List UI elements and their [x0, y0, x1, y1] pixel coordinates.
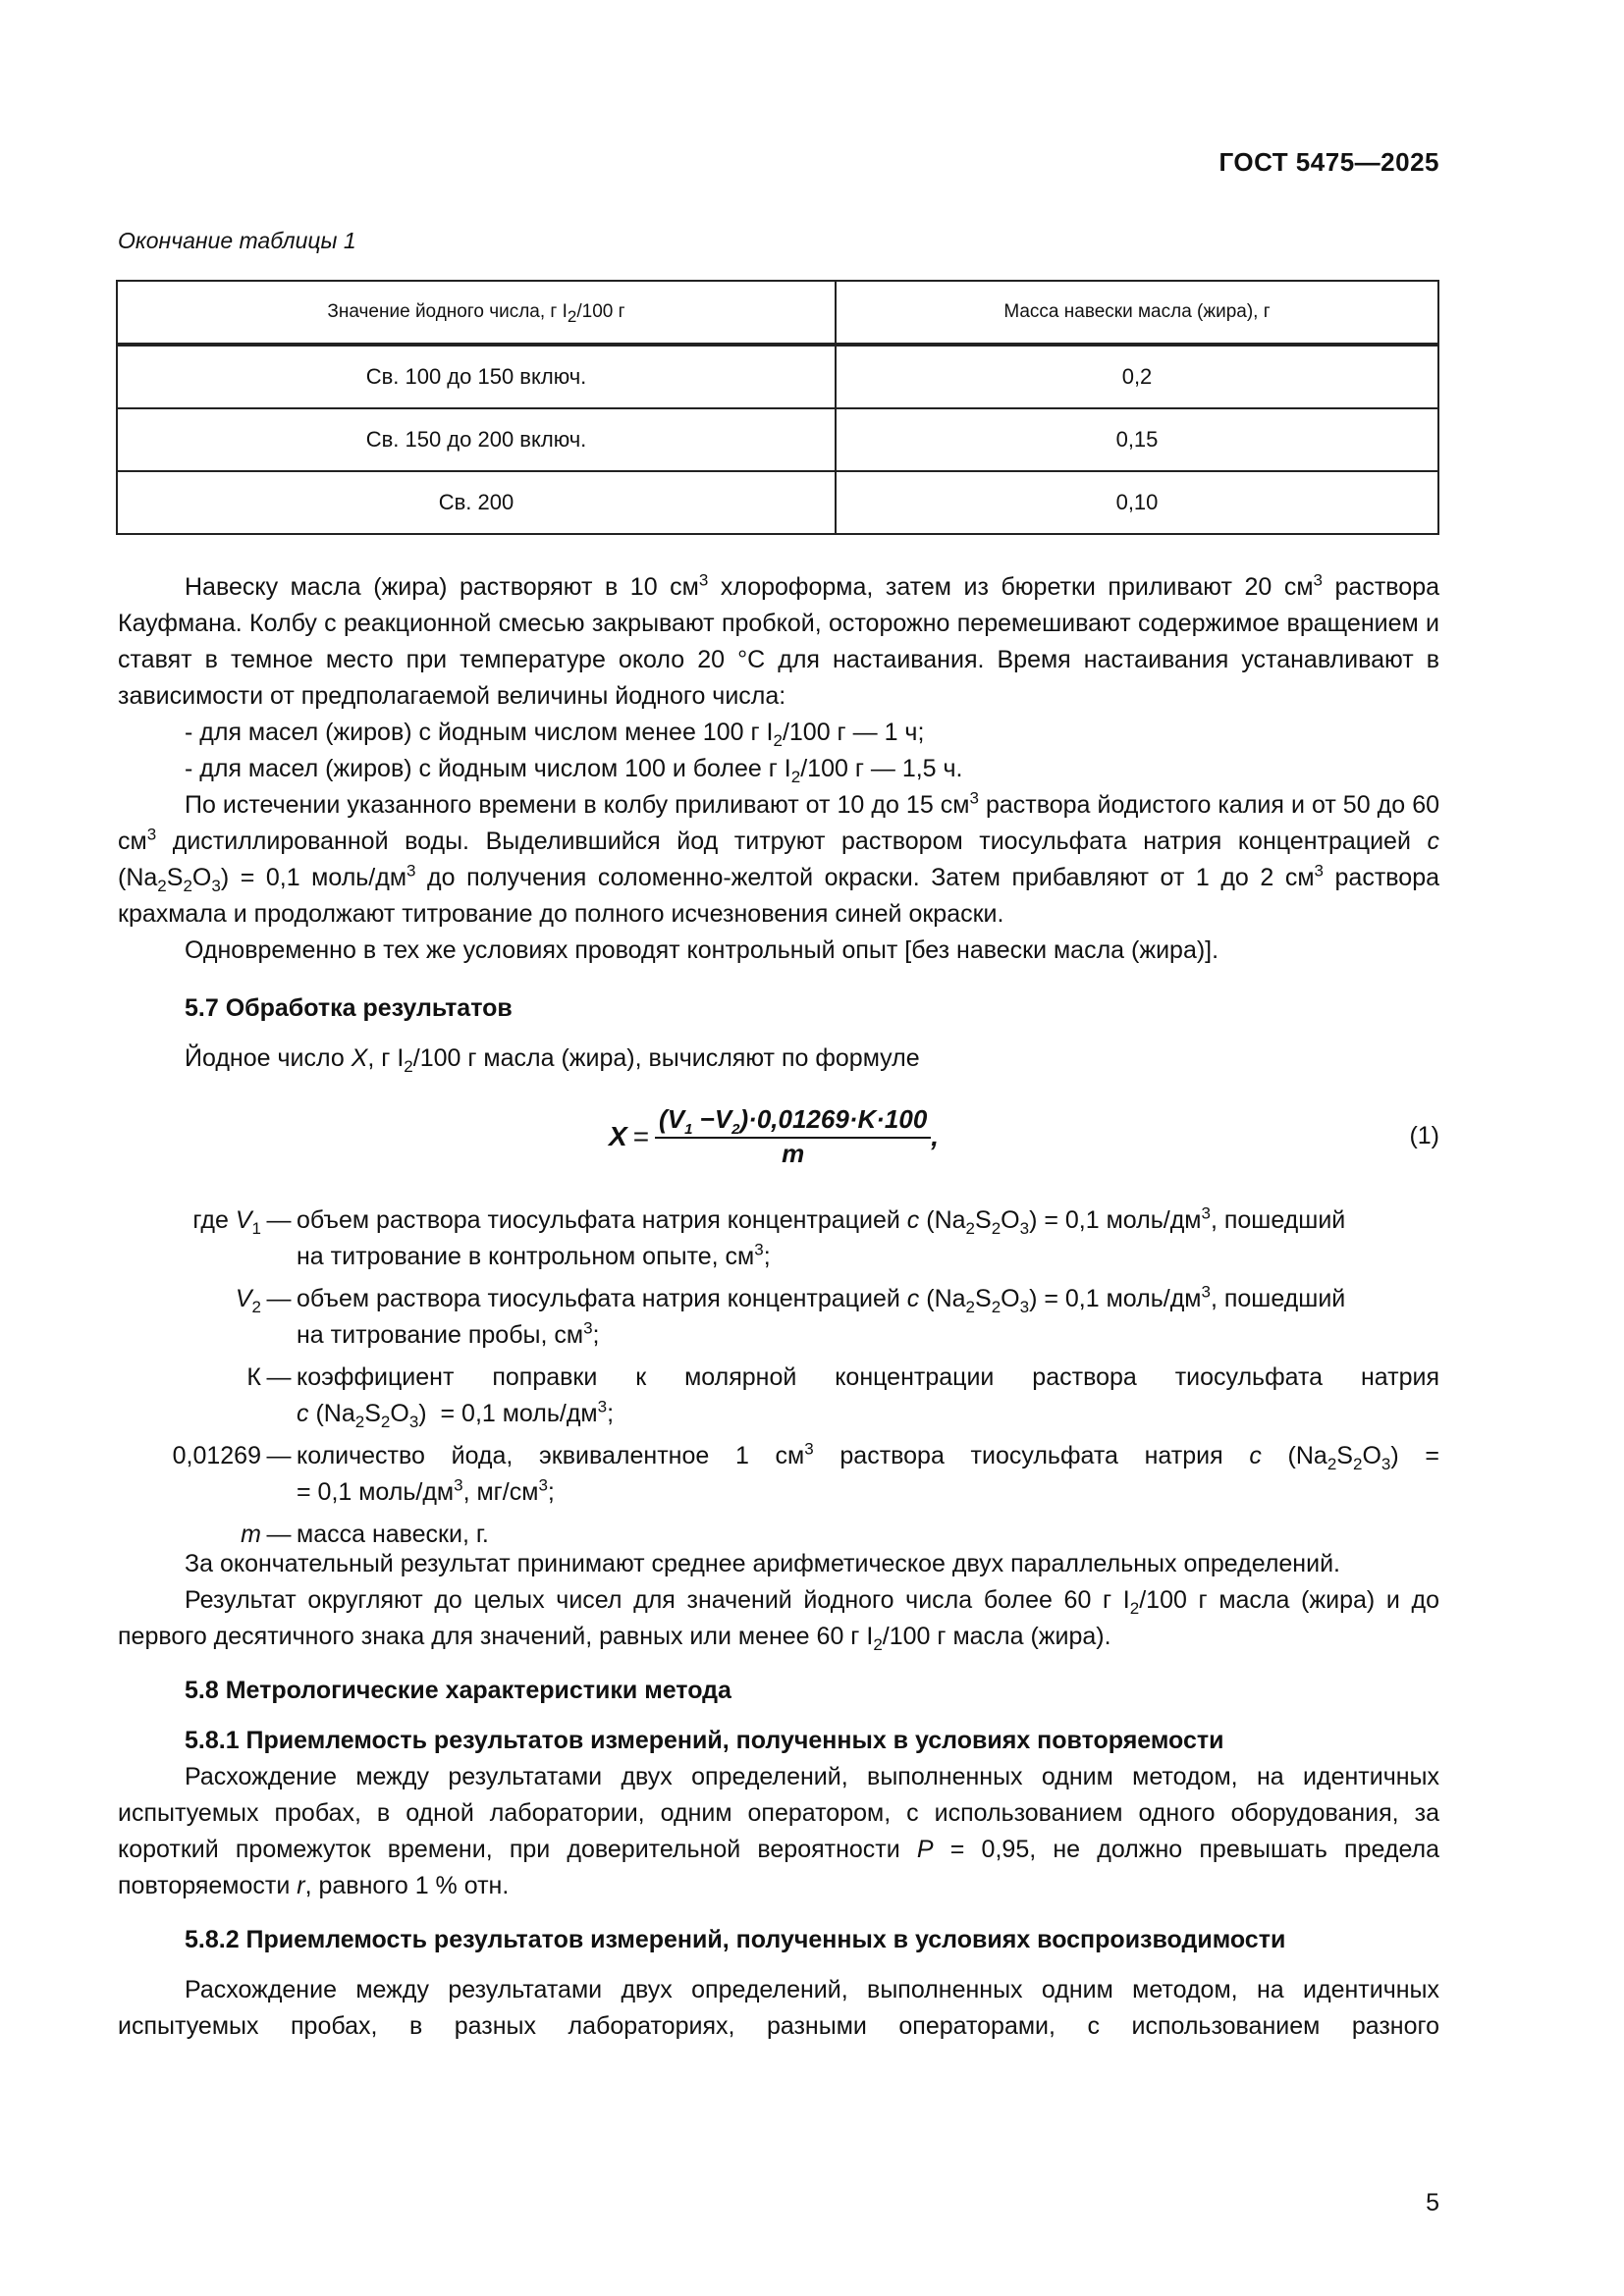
paragraph-reproducibility: Расхождение между результатами двух определений, выполненных одним методом, на идентичных испытуемых пробах, в разных лабораториях, разными операторами, с использованием разного — [118, 1976, 1439, 2040]
paragraph-rounding: Результат округляют до целых чисел для значений йодного числа более 60 г $I_2/100$ г масла (жира) и до первого десятичного знака для значений, равных или менее 60 г $I_2/100$ г масла (жира). — [118, 1586, 1439, 1654]
formula-comma: , — [931, 1121, 940, 1151]
results-text — [118, 1546, 1439, 2045]
section-5-8-2-title: 5.8.2 Приемлемость результатов измерений, полученных в условиях воспроизводимости — [185, 1926, 1286, 1953]
paragraph-sample-dissolution: Навеску масла (жира) растворяют в 10 $см^3$ хлороформа, затем из бюретки приливают 20 $см^3$ раствора Кауфмана. Колбу с реакционной смесью закрывают пробкой, осторожно перемешивают содержимое вращением и ставят в темное место при температуре около 20 °C для настаивания. Время настаивания устанавливают в зависимости от предполагаемой величины йодного числа: — [118, 570, 1439, 710]
header-sample-mass: Масса навески масла (жира), г — [836, 281, 1438, 345]
cell-iodine-range: Св. 200 — [117, 471, 836, 534]
document-id: ГОСТ 5475—2025 — [1218, 147, 1439, 177]
paragraph-final-result: За окончательный результат принимают среднее арифметическое двух параллельных определений. — [185, 1550, 1340, 1577]
section-5-8-title: 5.8 Метрологические характеристики метода — [185, 1677, 731, 1704]
table-row — [117, 345, 1438, 408]
header-iodine-value: Значение йодного числа, г $I_2/100$ г — [117, 281, 836, 345]
list-item: - для масел (жиров) с йодным числом менее 100 г $I_2/100$ г — 1 ч; — [185, 719, 925, 750]
definition-v2: $V_2$ — объем раствора тиосульфата натрия концентрацией c $(Na_2S_2O_3) = 0,1$ моль/$дм^3$, пошедший на титрование пробы, $см^3$; — [235, 1282, 1346, 1349]
formula-denominator: m — [782, 1139, 805, 1168]
table-header-row — [117, 281, 1438, 345]
cell-mass: 0,10 — [836, 471, 1438, 534]
table-caption: Окончание таблицы 1 — [118, 228, 356, 253]
formula-numerator: $(V_1 -V_2)\cdot 0,01269\cdot K\cdot 100$ — [655, 1104, 931, 1139]
cell-mass: 0,2 — [836, 345, 1438, 408]
paragraph-titration: По истечении указанного времени в колбу приливают от 10 до 15 $см^3$ раствора йодистого калия и от 50 до 60 $см^3$ дистиллированной воды. Выделившийся йод титруют раствором тиосульфата натрия концентрацией c $(Na_2S_2O_3) = 0,1$ моль/$дм^3$ до получения соломенно-желтой окраски. Затем прибавляют от 1 до 2 $см^3$ раствора крахмала и продолжают титрование до полного исчезновения синей окраски. — [118, 788, 1440, 928]
cell-mass: 0,15 — [836, 408, 1438, 471]
formula-lhs: X — [609, 1121, 627, 1151]
definition-m: m — масса навески, г. — [241, 1521, 489, 1548]
table-row — [117, 408, 1438, 471]
procedure-text — [118, 569, 1439, 1077]
paragraph-control-test: Одновременно в тех же условиях проводят контрольный опыт [без навески масла (жира)]. — [185, 936, 1219, 964]
formula-equals: = — [632, 1121, 650, 1151]
cell-iodine-range: Св. 100 до 150 включ. — [117, 345, 836, 408]
definition-constant: 0,01269 — количество йода, эквивалентное 1 $см^3$ раствора тиосульфата натрия c $(Na_2S_2O_3)$ = = 0,1 моль/$дм^3$, $мг/см^3$; — [172, 1439, 1439, 1506]
list-item: - для масел (жиров) с йодным числом 100 и более г $I_2/100$ г — 1,5 ч. — [185, 755, 963, 786]
page-number: 5 — [1426, 2189, 1439, 2216]
formula-number: (1) — [1409, 1122, 1439, 1149]
variable-definitions — [116, 1202, 1439, 1553]
definition-v1: где $V_1$ — объем раствора тиосульфата натрия концентрацией c $(Na_2S_2O_3) = 0,1$ моль/$дм^3$, пошедший на титрование в контрольном опыте, $см^3$; — [192, 1203, 1346, 1270]
definition-k: К — коэффициент поправки к молярной концентрации раствора тиосульфата натрия c $(Na_2S_2O_3) = 0,1$ моль/$дм^3$; — [246, 1363, 1439, 1431]
iodine-table — [116, 280, 1439, 535]
formula-1 — [609, 1104, 939, 1169]
section-5-8-1-title: 5.8.1 Приемлемость результатов измерений, полученных в условиях повторяемости — [185, 1727, 1224, 1754]
cell-iodine-range: Св. 150 до 200 включ. — [117, 408, 836, 471]
table-row — [117, 471, 1438, 534]
section-5-7-title: 5.7 Обработка результатов — [185, 994, 513, 1022]
paragraph-repeatability: Расхождение между результатами двух определений, выполненных одним методом, на идентичных испытуемых пробах, в одной лаборатории, одним оператором, с использованием одного оборудования, за короткий промежуток времени, при доверительной вероятности P = 0,95, не должно превышать предела повторяемости r, равного 1 % отн. — [118, 1763, 1440, 1899]
formula-intro: Йодное число X, г $I_2/100$ г масла (жира), вычисляют по формуле — [185, 1044, 920, 1076]
